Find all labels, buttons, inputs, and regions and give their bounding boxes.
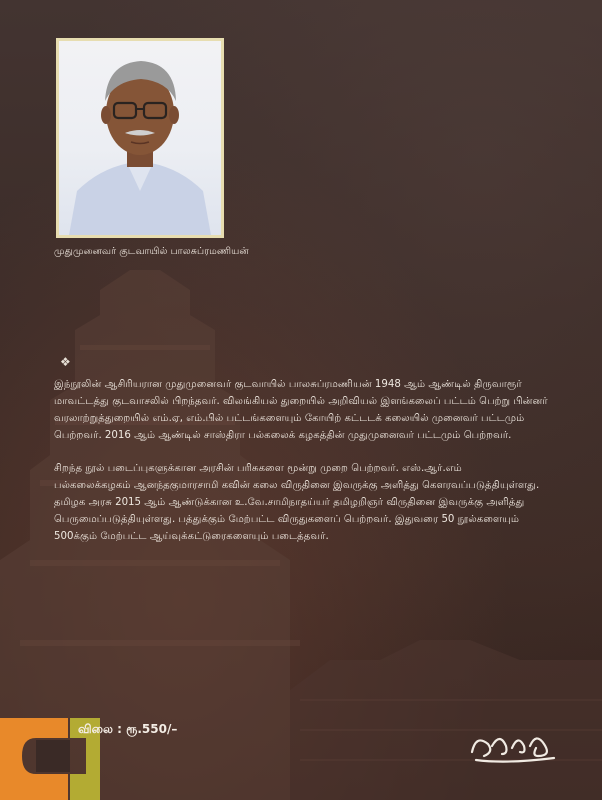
- bio-line: வரலாற்றுத்துறையில் எம்.ஏ, எம்.பில் பட்டங்களையும் கோயிற் கட்டடக் கலையில் முனைவர் பட்டமும்: [54, 413, 525, 424]
- bio-paragraph-1: [54, 376, 564, 444]
- author-photo-caption: முதுமுனைவர் குடவாயில் பாலசுப்ரமணியன்: [54, 246, 249, 257]
- bio-line: 500க்கும் மேற்பட்ட ஆய்வுக்கட்டுரைகளையும் படைத்தவர்.: [54, 531, 329, 542]
- price-label: விலை : ரூ.550/–: [78, 722, 178, 736]
- bio-line: மாவட்டத்து குடவாசலில் பிறந்தவர். விலங்கியல் துறையில் அறிவியல் இளங்கலைப் பட்டம் பெற்று பின்னர்: [54, 396, 548, 407]
- bio-line: பல்கலைக்கழகம் ஆனந்தகுமாரசாமி கவின் கலை விருதினை இவருக்கு அளித்து கௌரவப்படுத்தியுள்ளது.: [54, 480, 540, 491]
- bio-line: தமிழக அரசு 2015 ஆம் ஆண்டுக்கான உ.வே.சாமிநாதய்யர் தமிழறிஞர் விருதினை இவருக்கு அளித்து: [54, 497, 525, 508]
- ornament-diamond-icon: ❖: [60, 355, 71, 369]
- bio-line: பெற்றவர். 2016 ஆம் ஆண்டில் சாஸ்திரா பல்கலைக் கழகத்தின் முதுமுனைவர் பட்டமும் பெற்றவர்.: [54, 430, 512, 441]
- author-portrait-icon: [59, 41, 221, 235]
- bio-line: சிறந்த நூல் படைப்புகளுக்கான அரசின் பரிசுகளை மூன்று முறை பெற்றவர். எஸ்.ஆர்.எம்: [54, 463, 462, 474]
- publisher-signature-icon: [466, 722, 562, 768]
- publisher-logo-icon: [0, 700, 110, 800]
- bio-line: இந்நூலின் ஆசிரியரான முதுமுனைவர் குடவாயில் பாலசுப்ரமணியன் 1948 ஆம் ஆண்டில் திருவாரூர்: [54, 379, 522, 390]
- author-photo-frame: [56, 38, 224, 238]
- bio-paragraph-2: [54, 460, 564, 545]
- bio-line: பெருமைப்படுத்தியுள்ளது. பத்துக்கும் மேற்பட்ட விருதுகளைப் பெற்றவர். இதுவரை 50 நூல்களையும்: [54, 514, 520, 525]
- author-photo: [59, 41, 221, 235]
